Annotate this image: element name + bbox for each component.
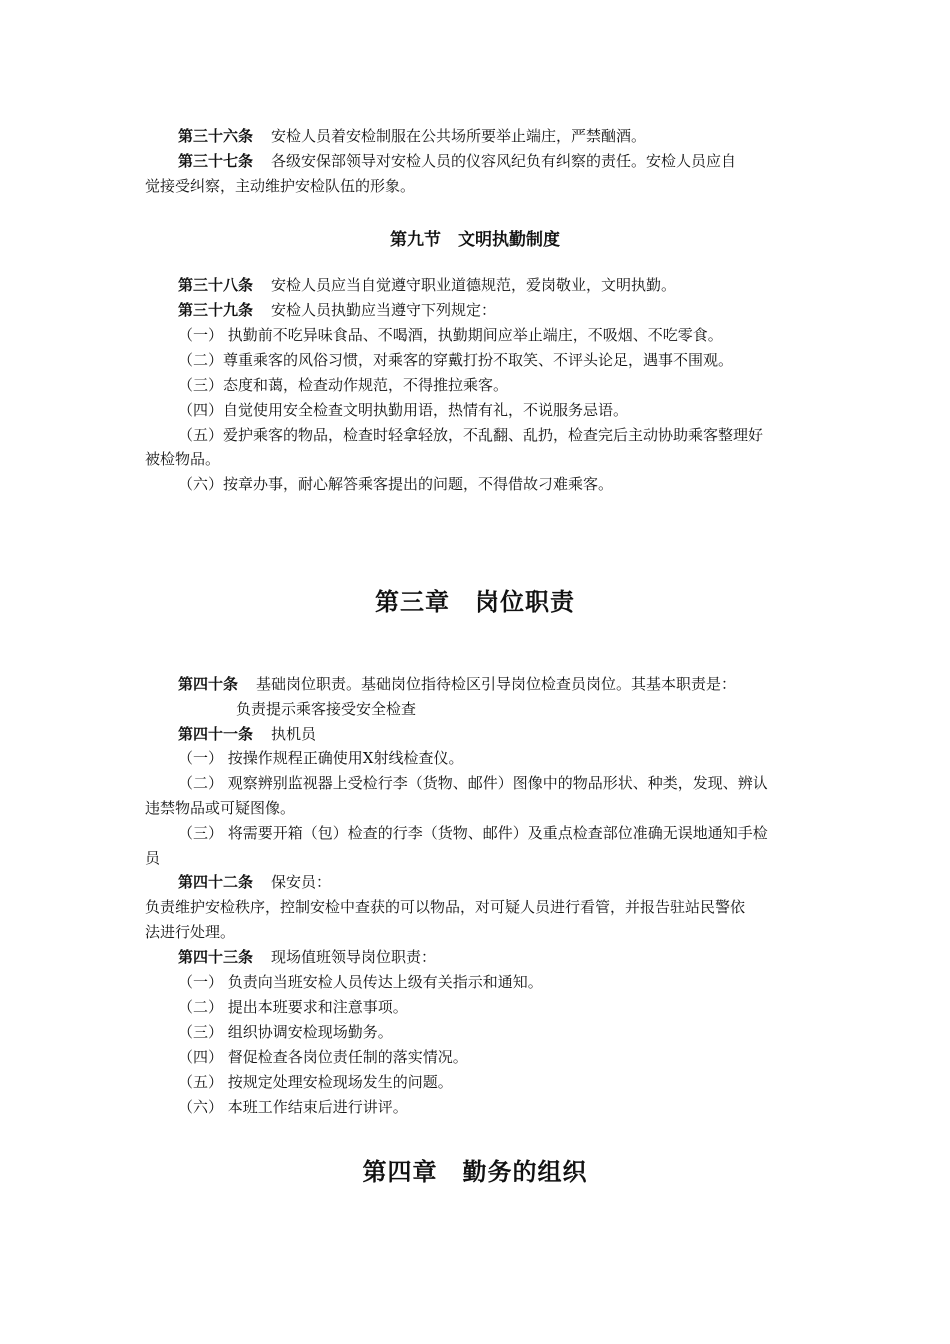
list-item: （一） 负责向当班安检人员传达上级有关指示和通知。 <box>178 973 543 991</box>
list-item: （六） 本班工作结束后进行讲评。 <box>178 1098 408 1116</box>
article-number: 第三十八条 <box>178 276 254 294</box>
section-heading: 第九节 文明执勤制度 <box>390 230 560 250</box>
list-item: （一） 按操作规程正确使用X射线检查仪。 <box>178 749 464 767</box>
article-42-desc: 负责维护安检秩序，控制安检中查获的可以物品，对可疑人员进行看管，并报告驻站民警依 <box>145 898 746 916</box>
list-item: （四） 督促检查各岗位责任制的落实情况。 <box>178 1048 468 1066</box>
list-item: （五）爱护乘客的物品，检查时轻拿轻放，不乱翻、乱扔，检查完后主动协助乘客整理好 <box>178 426 764 444</box>
list-item: （三） 组织协调安检现场勤务。 <box>178 1023 393 1041</box>
article-42 <box>178 870 331 894</box>
article-36 <box>178 124 646 148</box>
article-number: 第三十九条 <box>178 301 254 319</box>
article-40 <box>178 672 736 696</box>
list-item: （一） 执勤前不吃异味食品、不喝酒，执勤期间应举止端庄，不吸烟、不吃零食。 <box>178 326 723 344</box>
list-item-cont: 员 <box>145 849 161 867</box>
article-number: 第四十一条 <box>178 725 254 743</box>
article-text: 现场值班领导岗位职责： <box>271 948 437 966</box>
article-number: 第三十六条 <box>178 127 254 145</box>
list-item-cont: 被检物品。 <box>145 450 221 468</box>
article-text: 各级安保部领导对安检人员的仪容风纪负有纠察的责任。安检人员应自 <box>271 152 737 170</box>
chapter-heading: 第三章 岗位职责 <box>375 588 575 616</box>
article-text: 安检人员着安检制服在公共场所要举止端庄，严禁酗酒。 <box>271 127 647 145</box>
list-item: （二） 观察辨别监视器上受检行李（货物、邮件）图像中的物品形状、种类，发现、辨认 <box>178 774 768 792</box>
article-37 <box>178 149 736 173</box>
list-item: （三） 将需要开箱（包）检查的行李（货物、邮件）及重点检查部位准确无误地通知手检 <box>178 824 768 842</box>
chapter-heading: 第四章 勤务的组织 <box>362 1158 588 1186</box>
article-39 <box>178 298 496 322</box>
article-text: 安检人员应当自觉遵守职业道德规范，爱岗敬业，文明执勤。 <box>271 276 677 294</box>
article-43 <box>178 945 436 969</box>
article-number: 第四十二条 <box>178 873 254 891</box>
list-item: （六）按章办事，耐心解答乘客提出的问题，不得借故刁难乘客。 <box>178 475 614 493</box>
list-item: （四）自觉使用安全检查文明执勤用语，热情有礼，不说服务忌语。 <box>178 401 629 419</box>
article-37-cont: 觉接受纠察，主动维护安检队伍的形象。 <box>145 177 416 195</box>
list-item: （三）态度和蔼，检查动作规范，不得推拉乘客。 <box>178 376 509 394</box>
article-42-desc-cont: 法进行处理。 <box>145 923 236 941</box>
article-40-sub: 负责提示乘客接受安全检查 <box>236 700 417 718</box>
article-text: 基础岗位职责。基础岗位指待检区引导岗位检查员岗位。其基本职责是： <box>256 675 737 693</box>
article-text: 安检人员执勤应当遵守下列规定： <box>271 301 497 319</box>
list-item: （五） 按规定处理安检现场发生的问题。 <box>178 1073 453 1091</box>
list-item: （二） 提出本班要求和注意事项。 <box>178 998 408 1016</box>
article-number: 第四十条 <box>178 675 239 693</box>
article-number: 第四十三条 <box>178 948 254 966</box>
article-number: 第三十七条 <box>178 152 254 170</box>
article-41 <box>178 722 316 746</box>
article-text: 执机员 <box>271 725 317 743</box>
article-38 <box>178 273 676 297</box>
list-item-cont: 违禁物品或可疑图像。 <box>145 799 296 817</box>
article-text: 保安员： <box>271 873 332 891</box>
list-item: （二）尊重乘客的风俗习惯，对乘客的穿戴打扮不取笑、不评头论足，遇事不围观。 <box>178 351 734 369</box>
